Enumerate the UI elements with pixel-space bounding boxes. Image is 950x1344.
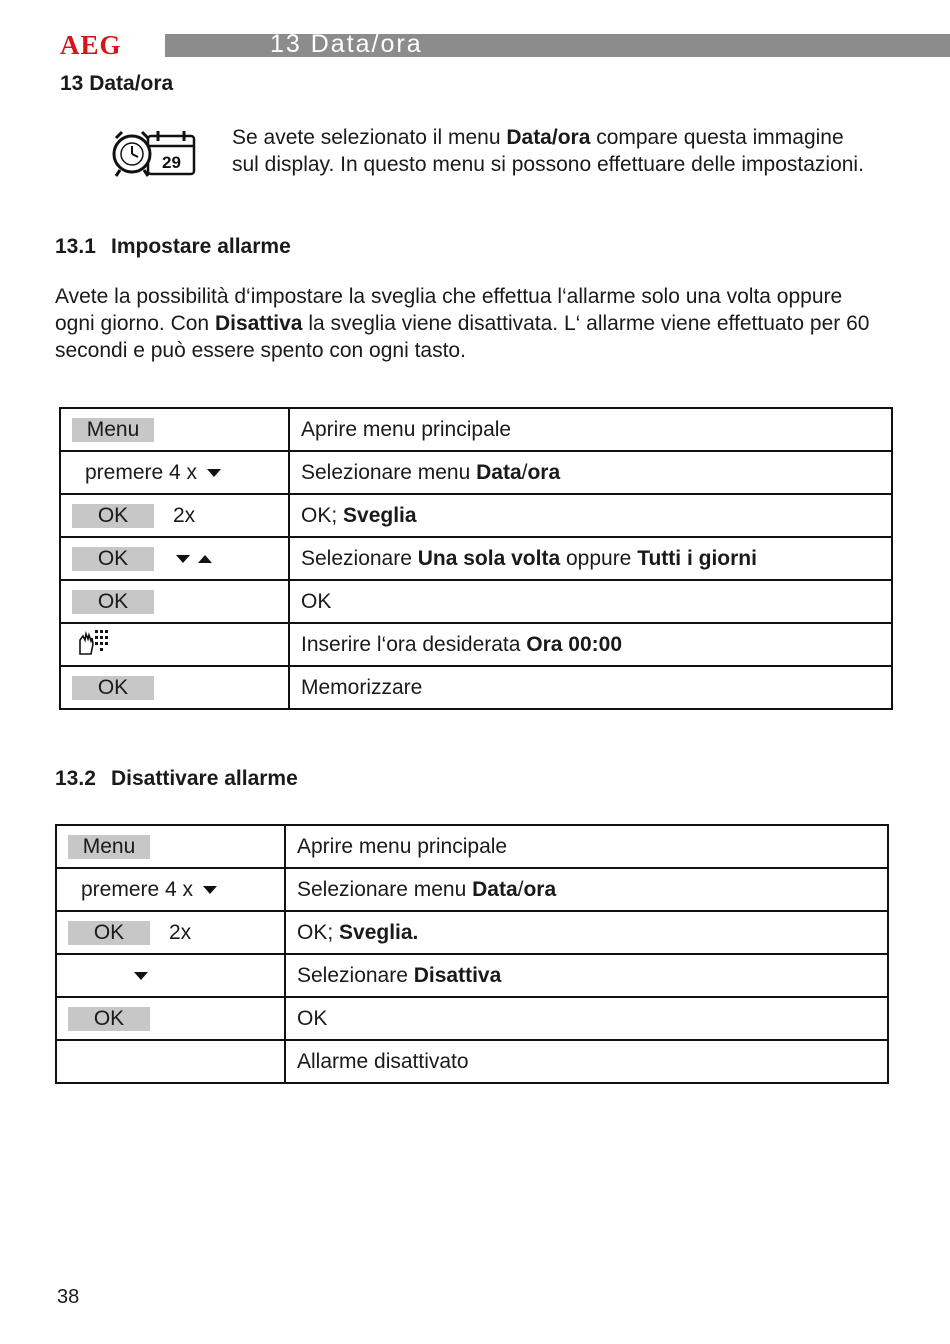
bold-text: Tutti i giorni: [637, 546, 757, 570]
text-run: la sveglia viene disattivata. L‘ allarme viene effettuato per 60 secondi e può essere spento con ogni tasto.: [55, 312, 870, 362]
step-input-cell: [60, 666, 289, 709]
steps-table-set-alarm: [59, 407, 893, 710]
step-description-cell: [289, 451, 892, 494]
step-description-cell: [289, 537, 892, 580]
svg-text:29: 29: [162, 153, 181, 172]
press-instruction: [81, 878, 217, 902]
arrow-down-icon: [203, 886, 217, 894]
step-input-cell: [56, 868, 285, 911]
text-run: OK: [297, 1006, 328, 1030]
step-input-cell: [56, 1040, 285, 1083]
step-input-cell: [56, 954, 285, 997]
text-run: Aprire menu principale: [297, 834, 508, 858]
arrow-down-icon: [176, 555, 190, 563]
bold-text: ora: [523, 877, 557, 901]
text-run: compare questa immagine sul display. In questo menu si possono effettuare delle impostazioni.: [232, 126, 864, 176]
step-description-cell: [285, 1040, 888, 1083]
text-run: Allarme disattivato: [297, 1049, 469, 1073]
table-row: [60, 537, 892, 580]
table-row: [56, 954, 888, 997]
arrow-group: [203, 878, 217, 901]
press-count: 2x: [169, 920, 192, 944]
table-row: [56, 911, 888, 954]
step-description-cell: [289, 580, 892, 623]
step-description-cell: [285, 997, 888, 1040]
press-count: 2x: [173, 503, 196, 527]
menu-key-label: Menu: [68, 835, 150, 859]
step-description-cell: [285, 868, 888, 911]
page-number: 38: [57, 1286, 80, 1308]
ok-key-label: OK: [72, 547, 154, 571]
bold-text: Una sola volta: [417, 546, 561, 570]
step-description-cell: [289, 666, 892, 709]
table-row: [60, 408, 892, 451]
arrow-keys: [176, 547, 212, 571]
text-run: OK;: [301, 503, 344, 527]
text-run: Aprire menu principale: [301, 417, 512, 441]
table-row: [60, 494, 892, 537]
arrow-group: [176, 547, 212, 570]
intro-paragraph: [232, 124, 872, 178]
text-run: Avete la possibilità d‘impostare la sveglia che effettua l‘allarme solo una volta oppure ogni giorno. Con: [55, 285, 843, 335]
step-description-cell: [285, 954, 888, 997]
bold-text: Disattiva: [214, 312, 303, 335]
ok-key-label: OK: [72, 504, 154, 528]
step-input-cell: [60, 537, 289, 580]
text-run: Selezionare: [301, 546, 418, 570]
bold-text: Sveglia: [343, 503, 417, 527]
arrow-group: [207, 461, 221, 484]
ok-key-label: OK: [72, 590, 154, 614]
subsection-heading-impostare-allarme: 13.1 Impostare allarme: [55, 235, 291, 258]
table-row: [56, 868, 888, 911]
ok-key-label: OK: [72, 676, 154, 700]
steps-table-disable-alarm: [55, 824, 889, 1084]
step-input-cell: [60, 580, 289, 623]
text-run: Selezionare: [297, 963, 414, 987]
step-description-cell: [289, 408, 892, 451]
step-description-cell: [285, 825, 888, 868]
bold-text: Sveglia.: [339, 920, 419, 944]
bold-text: Data: [476, 460, 522, 484]
aeg-logo: AEG: [60, 30, 122, 60]
text-run: Inserire l‘ora desiderata: [301, 632, 527, 656]
table-row: [56, 825, 888, 868]
impostare-allarme-paragraph: [55, 283, 885, 364]
bold-text: Ora 00:00: [526, 632, 623, 656]
step-description-cell: [289, 494, 892, 537]
subsection-heading-disattivare-allarme: 13.2 Disattivare allarme: [55, 767, 298, 790]
step-input-cell: [60, 623, 289, 666]
keypad-hand-icon: [77, 628, 111, 662]
clock-calendar-icon: [108, 126, 200, 182]
step-input-cell: [60, 408, 289, 451]
step-input-cell: [56, 911, 285, 954]
arrow-keys: [134, 964, 148, 988]
text-run: /: [517, 877, 524, 901]
step-input-cell: [56, 825, 285, 868]
text-run: Se avete selezionato il menu: [232, 126, 507, 149]
step-description-cell: [285, 911, 888, 954]
press-instruction-text: premere 4 x: [81, 877, 194, 901]
text-run: OK: [301, 589, 332, 613]
menu-key-label: Menu: [72, 418, 154, 442]
ok-key-label: OK: [68, 1007, 150, 1031]
step-description-cell: [289, 623, 892, 666]
table-row: [60, 580, 892, 623]
step-input-cell: [60, 451, 289, 494]
text-run: /: [521, 460, 528, 484]
section-title: 13 Data/ora: [60, 72, 174, 95]
text-run: Selezionare menu: [297, 877, 473, 901]
bold-text: ora: [527, 460, 561, 484]
bold-text: Disattiva: [413, 963, 502, 987]
arrow-group: [134, 964, 148, 987]
text-run: oppure: [560, 546, 638, 570]
step-input-cell: [56, 997, 285, 1040]
table-row: [60, 623, 892, 666]
step-input-cell: [60, 494, 289, 537]
text-run: OK;: [297, 920, 340, 944]
bold-text: Data: [472, 877, 518, 901]
ok-key-label: OK: [68, 921, 150, 945]
table-row: [60, 666, 892, 709]
table-row: [56, 1040, 888, 1083]
arrow-up-icon: [198, 555, 212, 563]
chapter-header-title: 13 Data/ora: [270, 30, 423, 58]
text-run: Selezionare menu: [301, 460, 477, 484]
press-instruction-text: premere 4 x: [85, 460, 198, 484]
bold-text: Data/ora: [506, 126, 591, 149]
press-instruction: [85, 461, 221, 485]
arrow-down-icon: [134, 972, 148, 980]
arrow-down-icon: [207, 469, 221, 477]
table-row: [60, 451, 892, 494]
table-row: [56, 997, 888, 1040]
text-run: Memorizzare: [301, 675, 423, 699]
